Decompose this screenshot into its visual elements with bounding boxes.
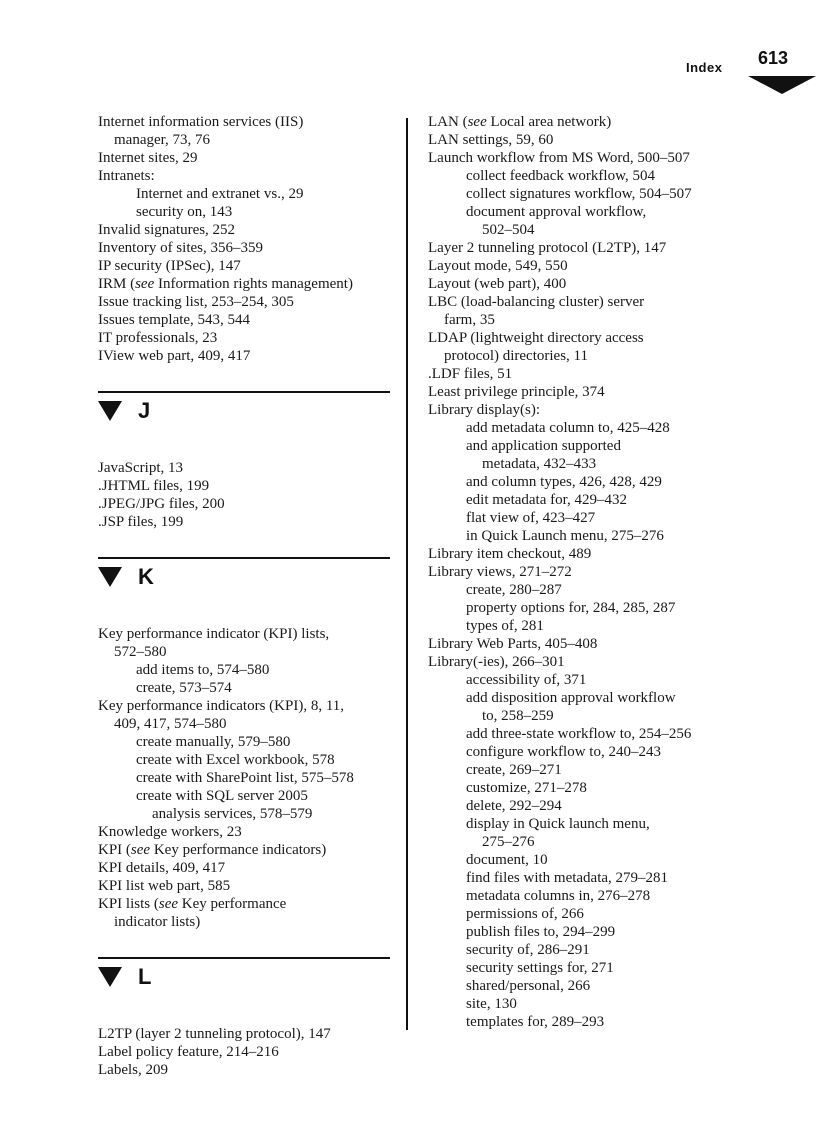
index-entry: L2TP (layer 2 tunneling protocol), 147	[98, 1026, 331, 1042]
index-entry: Library display(s):	[428, 402, 541, 418]
index-entry: shared/personal, 266	[466, 978, 591, 994]
index-entry: indicator lists)	[114, 914, 201, 930]
index-entry: permissions of, 266	[466, 906, 584, 922]
index-entry: KPI list web part, 585	[98, 878, 231, 894]
index-entry: .JHTML files, 199	[98, 478, 210, 494]
index-entry: Internet sites, 29	[98, 150, 198, 166]
index-entry: Library(-ies), 266–301	[428, 654, 565, 670]
index-entry: Layer 2 tunneling protocol (L2TP), 147	[428, 240, 667, 256]
index-entry: flat view of, 423–427	[466, 510, 596, 526]
index-entry: display in Quick launch menu,	[466, 816, 650, 832]
index-entry: property options for, 284, 285, 287	[466, 600, 676, 616]
index-entry: add three-state workflow to, 254–256	[466, 726, 692, 742]
index-entry: Labels, 209	[98, 1062, 168, 1078]
index-entry: KPI details, 409, 417	[98, 860, 226, 876]
index-entry: Least privilege principle, 374	[428, 384, 605, 400]
index-entry: create manually, 579–580	[136, 734, 291, 750]
index-entry: Issues template, 543, 544	[98, 312, 251, 328]
index-entry: Internet information services (IIS)	[98, 114, 304, 130]
index-entry: LBC (load-balancing cluster) server	[428, 294, 645, 310]
index-entry: LAN (see Local area network)	[428, 114, 612, 130]
index-column-right	[428, 113, 728, 1031]
index-entry: Key performance indicators (KPI), 8, 11,	[98, 698, 345, 714]
index-entry: .JPEG/JPG files, 200	[98, 496, 225, 512]
index-entry: Launch workflow from MS Word, 500–507	[428, 150, 690, 166]
column-divider	[406, 118, 408, 1030]
index-entry: 409, 417, 574–580	[114, 716, 227, 732]
index-entry: LDAP (lightweight directory access	[428, 330, 644, 346]
index-entry: farm, 35	[444, 312, 495, 328]
index-entry: types of, 281	[466, 618, 544, 634]
index-entry: 275–276	[482, 834, 535, 850]
section-triangle-icon	[98, 567, 122, 587]
index-entry: metadata, 432–433	[482, 456, 597, 472]
index-entry: site, 130	[466, 996, 517, 1012]
index-entry: edit metadata for, 429–432	[466, 492, 628, 508]
index-entry: Internet and extranet vs., 29	[136, 186, 304, 202]
index-entry: and column types, 426, 428, 429	[466, 474, 662, 490]
index-entry: Inventory of sites, 356–359	[98, 240, 263, 256]
index-entry: Invalid signatures, 252	[98, 222, 236, 238]
index-entry: configure workflow to, 240–243	[466, 744, 661, 760]
index-entry: customize, 271–278	[466, 780, 587, 796]
index-entry: Intranets:	[98, 168, 155, 184]
index-entry: .JSP files, 199	[98, 514, 184, 530]
page-number: 613	[758, 48, 789, 68]
index-entry: Layout mode, 549, 550	[428, 258, 568, 274]
index-entry: create, 280–287	[466, 582, 562, 598]
section-header-k	[98, 557, 390, 605]
index-entry: 502–504	[482, 222, 535, 238]
index-entry: Label policy feature, 214–216	[98, 1044, 279, 1060]
page-corner-arrow-icon	[748, 76, 816, 94]
index-entry: delete, 292–294	[466, 798, 562, 814]
index-entry: metadata columns in, 276–278	[466, 888, 651, 904]
index-column-left	[98, 113, 390, 1079]
section-header-l	[98, 957, 390, 1005]
index-entry: Layout (web part), 400	[428, 276, 567, 292]
index-entry: document approval workflow,	[466, 204, 647, 220]
index-entry: analysis services, 578–579	[152, 806, 313, 822]
index-entry: find files with metadata, 279–281	[466, 870, 669, 886]
index-entry: KPI (see Key performance indicators)	[98, 842, 327, 858]
section-letter: K	[138, 564, 154, 589]
section-header-j	[98, 391, 390, 439]
section-triangle-icon	[98, 401, 122, 421]
index-entry: publish files to, 294–299	[466, 924, 616, 940]
index-entry: and application supported	[466, 438, 621, 454]
index-entry: Knowledge workers, 23	[98, 824, 242, 840]
index-entry: accessibility of, 371	[466, 672, 587, 688]
index-entry: security on, 143	[136, 204, 233, 220]
index-entry: LAN settings, 59, 60	[428, 132, 554, 148]
index-entry: create, 269–271	[466, 762, 562, 778]
index-entry: manager, 73, 76	[114, 132, 211, 148]
index-entry: IView web part, 409, 417	[98, 348, 251, 364]
index-entry: .LDF files, 51	[428, 366, 513, 382]
index-entry: collect signatures workflow, 504–507	[466, 186, 692, 202]
index-entry: security settings for, 271	[466, 960, 614, 976]
section-triangle-icon	[98, 967, 122, 987]
index-entry: create with SharePoint list, 575–578	[136, 770, 354, 786]
running-head-section: Index	[686, 60, 723, 75]
index-entry: create, 573–574	[136, 680, 232, 696]
index-entry: in Quick Launch menu, 275–276	[466, 528, 664, 544]
index-entry: collect feedback workflow, 504	[466, 168, 655, 184]
section-letter: L	[138, 964, 152, 989]
index-entry: Library item checkout, 489	[428, 546, 592, 562]
index-entry: Key performance indicator (KPI) lists,	[98, 626, 330, 642]
index-entry: Library Web Parts, 405–408	[428, 636, 598, 652]
index-entry: protocol) directories, 11	[444, 348, 588, 364]
index-entry: KPI lists (see Key performance	[98, 896, 287, 912]
section-rule	[98, 557, 390, 559]
index-entry: add items to, 574–580	[136, 662, 270, 678]
index-entry: security of, 286–291	[466, 942, 590, 958]
index-entry: add metadata column to, 425–428	[466, 420, 670, 436]
index-entry: create with Excel workbook, 578	[136, 752, 335, 768]
index-entry: 572–580	[114, 644, 167, 660]
index-entry: templates for, 289–293	[466, 1014, 605, 1030]
index-entry: JavaScript, 13	[98, 460, 183, 476]
section-letter: J	[138, 398, 151, 423]
section-rule	[98, 391, 390, 393]
index-entry: Issue tracking list, 253–254, 305	[98, 294, 294, 310]
index-entry: to, 258–259	[482, 708, 554, 724]
section-rule	[98, 957, 390, 959]
index-entry: document, 10	[466, 852, 548, 868]
index-entry: add disposition approval workflow	[466, 690, 676, 706]
index-entry: IT professionals, 23	[98, 330, 218, 346]
index-entry: IP security (IPSec), 147	[98, 258, 241, 274]
index-entry: create with SQL server 2005	[136, 788, 308, 804]
index-entry: Library views, 271–272	[428, 564, 572, 580]
index-entry: IRM (see Information rights management)	[98, 276, 353, 292]
